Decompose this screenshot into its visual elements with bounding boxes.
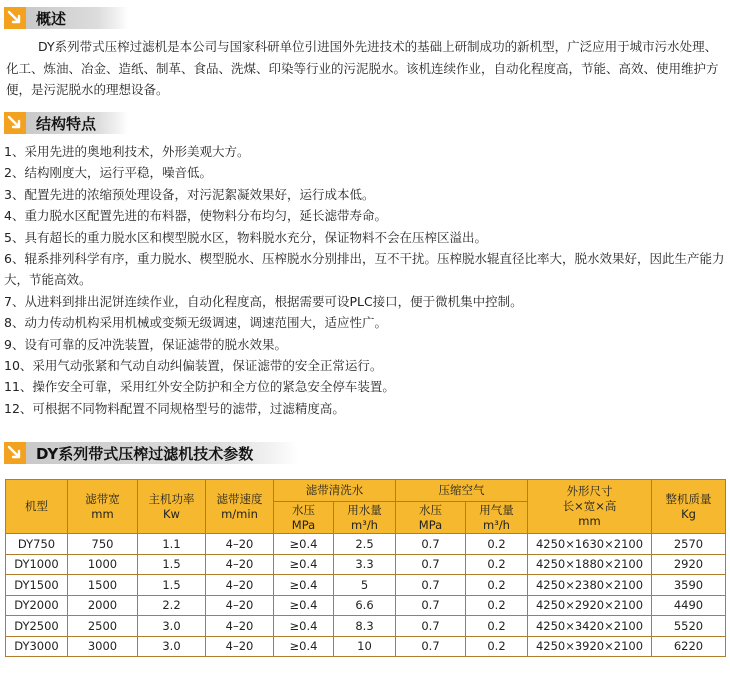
table-row bbox=[6, 595, 726, 616]
cell-belt-width: 3000 bbox=[68, 636, 138, 657]
cell-weight: 3590 bbox=[652, 575, 726, 596]
section-header-features bbox=[4, 110, 128, 136]
cell-weight: 4490 bbox=[652, 595, 726, 616]
cell-belt-width: 2500 bbox=[68, 616, 138, 637]
col-header-model: 机型 bbox=[6, 480, 68, 534]
col-header-belt-width: 滤带宽 mm bbox=[68, 480, 138, 534]
cell-air-pressure: 0.7 bbox=[396, 616, 466, 637]
list-item: 11、操作安全可靠，采用红外安全防护和全方位的紧急安全停车装置。 bbox=[4, 379, 395, 395]
col-header-size: 外形尺寸 长×宽×高 mm bbox=[528, 480, 652, 534]
section-title-params: DY系列带式压榨过滤机技术参数 bbox=[26, 442, 298, 464]
arrow-down-right-icon bbox=[4, 112, 26, 134]
cell-speed: 4–20 bbox=[206, 575, 274, 596]
list-item: 5、具有超长的重力脱水区和楔型脱水区，物料脱水充分，保证物料不会在压榨区溢出。 bbox=[4, 229, 487, 245]
cell-air-pressure: 0.7 bbox=[396, 554, 466, 575]
cell-model: DY2000 bbox=[6, 595, 68, 616]
cell-air-volume: 0.2 bbox=[466, 554, 528, 575]
cell-power: 1.5 bbox=[138, 554, 206, 575]
cell-wash-pressure: ≥0.4 bbox=[274, 575, 334, 596]
cell-air-volume: 0.2 bbox=[466, 636, 528, 657]
col-header-air-pressure: 水压 MPa bbox=[396, 502, 466, 534]
cell-speed: 4–20 bbox=[206, 595, 274, 616]
cell-power: 3.0 bbox=[138, 636, 206, 657]
cell-size: 4250×2380×2100 bbox=[528, 575, 652, 596]
col-header-air-volume: 用气量 m³/h bbox=[466, 502, 528, 534]
list-item: 12、可根据不同物料配置不同规格型号的滤带，过滤精度高。 bbox=[4, 400, 345, 416]
cell-air-volume: 0.2 bbox=[466, 534, 528, 555]
list-item: 10、采用气动张紧和气动自动纠偏装置，保证滤带的安全正常运行。 bbox=[4, 358, 383, 374]
section-header-params bbox=[4, 440, 298, 466]
arrow-down-right-icon bbox=[4, 442, 26, 464]
cell-model: DY2500 bbox=[6, 616, 68, 637]
cell-air-pressure: 0.7 bbox=[396, 636, 466, 657]
list-item: 8、动力传动机构采用机械或变频无级调速，调速范围大，适应性广。 bbox=[4, 315, 387, 331]
list-item: 3、配置先进的浓缩预处理设备，对污泥絮凝效果好，运行成本低。 bbox=[4, 186, 375, 202]
list-item: 2、结构刚度大，运行平稳，噪音低。 bbox=[4, 165, 212, 181]
table-row bbox=[6, 636, 726, 657]
cell-air-volume: 0.2 bbox=[466, 616, 528, 637]
cell-speed: 4–20 bbox=[206, 636, 274, 657]
cell-wash-pressure: ≥0.4 bbox=[274, 554, 334, 575]
col-header-wash-volume: 用水量 m³/h bbox=[334, 502, 396, 534]
table-row bbox=[6, 575, 726, 596]
col-header-weight: 整机质量 Kg bbox=[652, 480, 726, 534]
cell-weight: 5520 bbox=[652, 616, 726, 637]
table-row bbox=[6, 616, 726, 637]
cell-power: 1.1 bbox=[138, 534, 206, 555]
cell-size: 4250×2920×2100 bbox=[528, 595, 652, 616]
cell-air-volume: 0.2 bbox=[466, 575, 528, 596]
col-header-wash-pressure: 水压 MPa bbox=[274, 502, 334, 534]
cell-wash-pressure: ≥0.4 bbox=[274, 595, 334, 616]
table-row bbox=[6, 534, 726, 555]
cell-weight: 6220 bbox=[652, 636, 726, 657]
cell-belt-width: 2000 bbox=[68, 595, 138, 616]
list-item: 7、从进料到排出泥饼连续作业，自动化程度高，根据需要可设PLC接口，便于微机集中控制。 bbox=[4, 293, 523, 309]
list-item: 1、采用先进的奥地利技术，外形美观大方。 bbox=[4, 144, 250, 159]
col-header-wash: 滤带清洗水 bbox=[274, 480, 396, 502]
arrow-down-right-icon bbox=[4, 7, 26, 29]
col-header-air: 压缩空气 bbox=[396, 480, 528, 502]
cell-wash-pressure: ≥0.4 bbox=[274, 616, 334, 637]
cell-wash-volume: 10 bbox=[334, 636, 396, 657]
cell-power: 1.5 bbox=[138, 575, 206, 596]
col-header-speed: 滤带速度 m/min bbox=[206, 480, 274, 534]
cell-wash-volume: 2.5 bbox=[334, 534, 396, 555]
overview-text: DY系列带式压榨过滤机是本公司与国家科研单位引进国外先进技术的基础上研制成功的新机型，广泛应用于城市污水处理、化工、炼油、冶金、造纸、制革、食品、洗煤、印染等行业的污泥脱水。该机连续作业，自动化程度高，节能、高效、使用维护方便，是污泥脱水的理想设备。 bbox=[6, 39, 719, 97]
cell-wash-volume: 8.3 bbox=[334, 616, 396, 637]
cell-model: DY1500 bbox=[6, 575, 68, 596]
cell-model: DY3000 bbox=[6, 636, 68, 657]
cell-speed: 4–20 bbox=[206, 616, 274, 637]
cell-speed: 4–20 bbox=[206, 554, 274, 575]
cell-size: 4250×3420×2100 bbox=[528, 616, 652, 637]
cell-size: 4250×1880×2100 bbox=[528, 554, 652, 575]
table-row bbox=[6, 554, 726, 575]
cell-power: 2.2 bbox=[138, 595, 206, 616]
cell-wash-pressure: ≥0.4 bbox=[274, 636, 334, 657]
cell-model: DY750 bbox=[6, 534, 68, 555]
cell-power: 3.0 bbox=[138, 616, 206, 637]
cell-wash-volume: 5 bbox=[334, 575, 396, 596]
cell-weight: 2570 bbox=[652, 534, 726, 555]
section-title-overview: 概述 bbox=[26, 7, 128, 29]
cell-weight: 2920 bbox=[652, 554, 726, 575]
list-item: 6、辊系排列科学有序，重力脱水、楔型脱水、压榨脱水分别排出，互不干扰。压榨脱水辊直径比率大，脱水效果好，因此生产能力大，节能高效。 bbox=[4, 251, 725, 288]
list-item: 9、设有可靠的反冲洗装置，保证滤带的脱水效果。 bbox=[4, 336, 287, 352]
cell-wash-pressure: ≥0.4 bbox=[274, 534, 334, 555]
section-title-features: 结构特点 bbox=[26, 112, 128, 134]
features-list bbox=[4, 141, 726, 419]
col-header-power: 主机功率 Kw bbox=[138, 480, 206, 534]
cell-size: 4250×1630×2100 bbox=[528, 534, 652, 555]
cell-model: DY1000 bbox=[6, 554, 68, 575]
cell-air-volume: 0.2 bbox=[466, 595, 528, 616]
cell-wash-volume: 3.3 bbox=[334, 554, 396, 575]
cell-speed: 4–20 bbox=[206, 534, 274, 555]
cell-belt-width: 1500 bbox=[68, 575, 138, 596]
spec-table bbox=[5, 479, 726, 657]
cell-air-pressure: 0.7 bbox=[396, 575, 466, 596]
cell-air-pressure: 0.7 bbox=[396, 595, 466, 616]
list-item: 4、重力脱水区配置先进的布料器，使物料分布均匀，延长滤带寿命。 bbox=[4, 208, 387, 224]
cell-size: 4250×3920×2100 bbox=[528, 636, 652, 657]
section-header-overview bbox=[4, 5, 128, 31]
cell-wash-volume: 6.6 bbox=[334, 595, 396, 616]
cell-air-pressure: 0.7 bbox=[396, 534, 466, 555]
cell-belt-width: 1000 bbox=[68, 554, 138, 575]
cell-belt-width: 750 bbox=[68, 534, 138, 555]
